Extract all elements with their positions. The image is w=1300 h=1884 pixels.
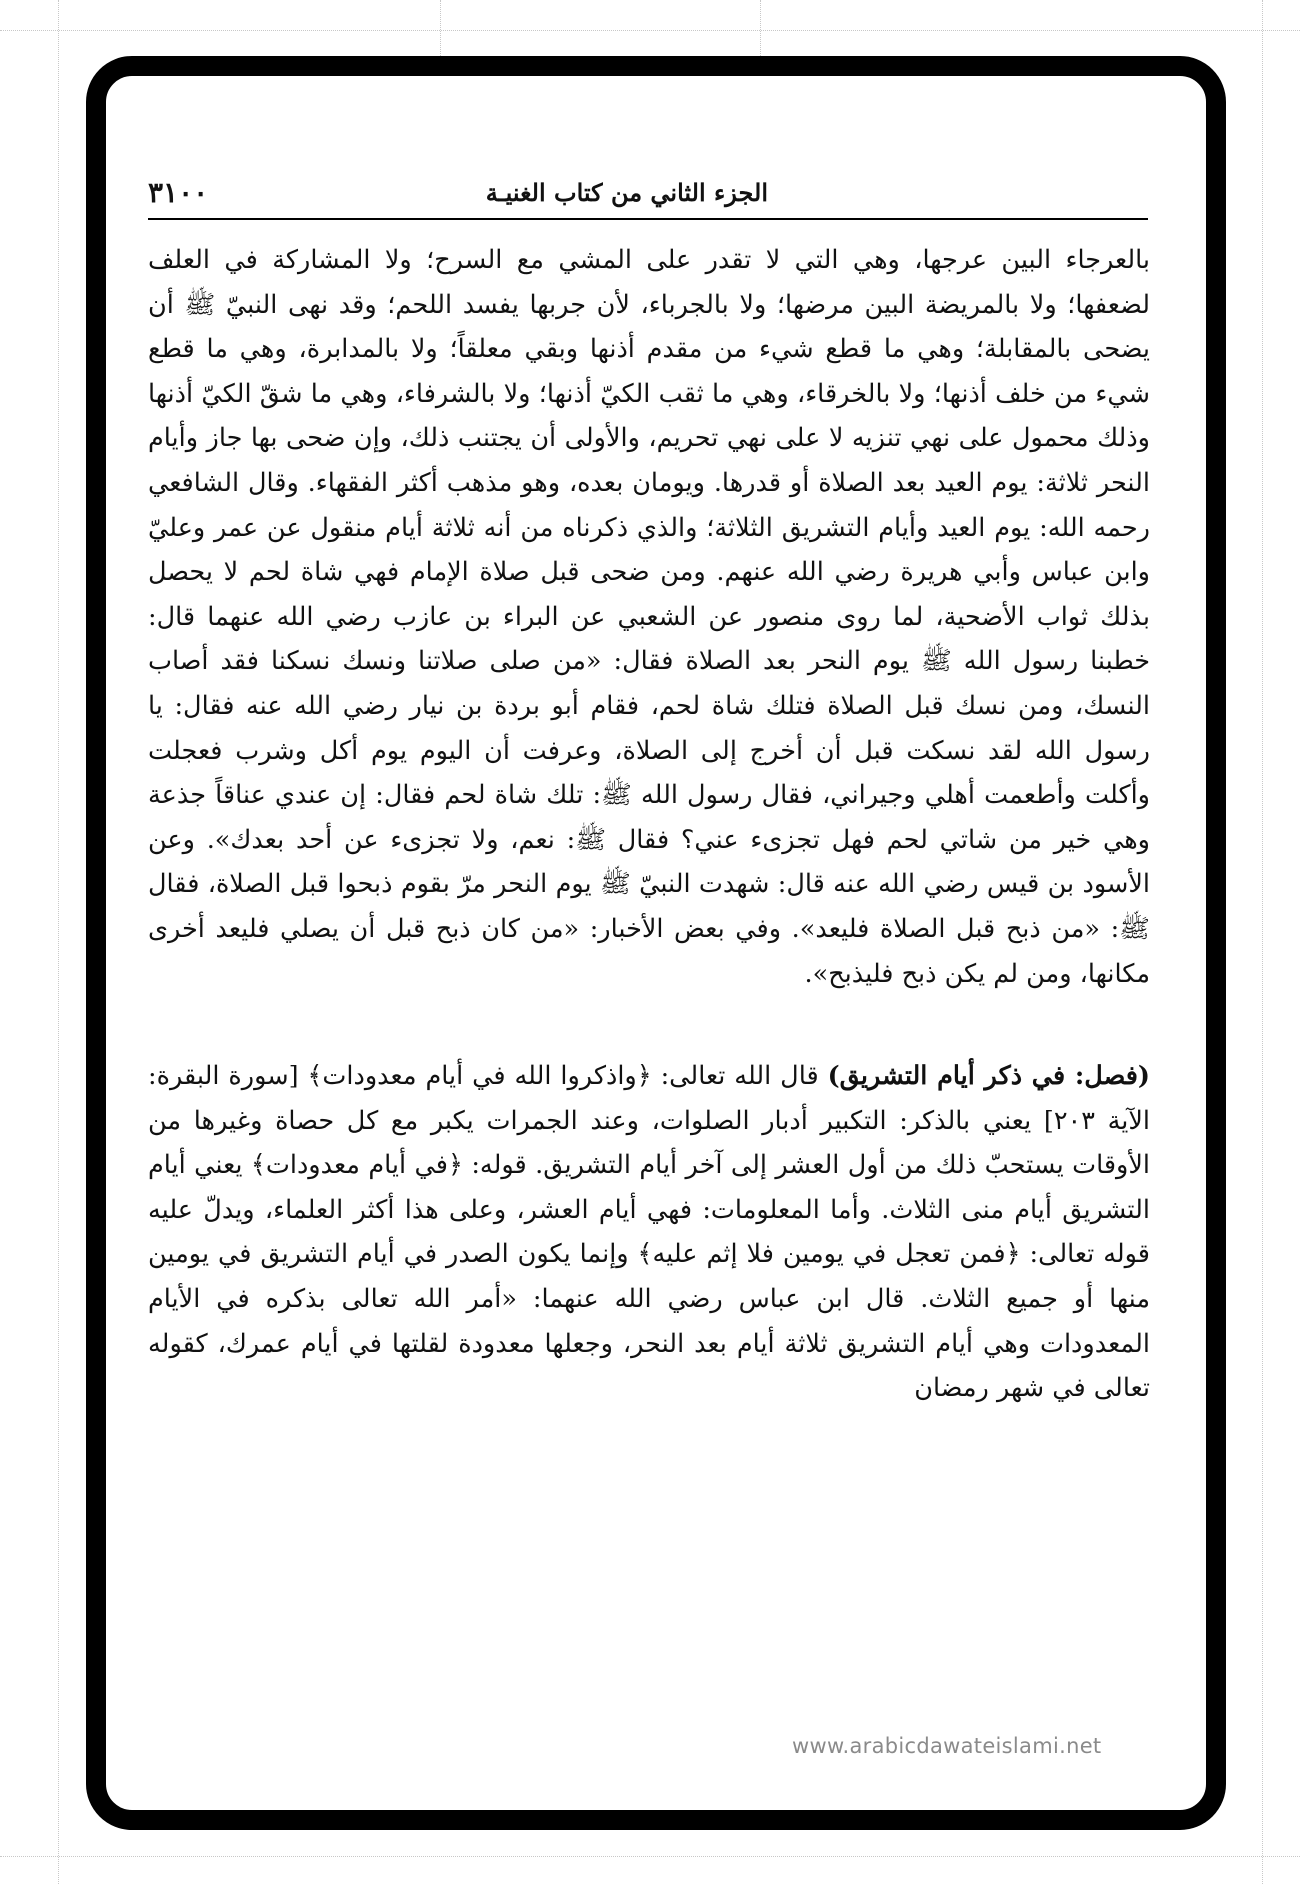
section-paragraph	[148, 1054, 1150, 1411]
scan-guide-line	[58, 0, 59, 1884]
scan-guide-line	[440, 0, 441, 56]
page-number: ٣١٠٠	[148, 176, 209, 209]
scan-guide-line	[0, 30, 1300, 31]
watermark-url: www.arabicdawateislami.net	[792, 1734, 1102, 1758]
page-header	[148, 172, 1148, 220]
page-body	[148, 238, 1150, 1411]
running-title: الجزء الثاني من كتاب الغنيـة	[485, 178, 768, 207]
section-heading: (فصل: في ذكر أيام التشريق)	[827, 1061, 1150, 1092]
paragraph: قال الله تعالى: ﴿واذكروا الله في أيام معدودات﴾ [سورة البقرة: الآية ٢٠٣] يعني بالذكر: التكبير أدبار الصلوات، وعند الجمرات يكبر مع كل حصاة وغيرها من الأوقات يستحبّ ذلك من أول العشر إلى آخر أيام التشريق. قوله: ﴿في أيام معدودات﴾ يعني أيام التشريق أيام منى الثلاث. وأما المعلومات: فهي أيام العشر، وعلى هذا أكثر العلماء، ويدلّ عليه قوله تعالى: ﴿فمن تعجل في يومين فلا إثم عليه﴾ وإنما يكون الصدر في أيام التشريق في يومين منها أو جميع الثلاث. قال ابن عباس رضي الله عنهما: «أمر الله تعالى بذكره في الأيام المعدودات وهي أيام التشريق ثلاثة أيام بعد النحر، وجعلها معدودة لقلتها في أيام عمرك، كقوله تعالى في شهر رمضان	[148, 1061, 1150, 1404]
scan-guide-line	[0, 1856, 1300, 1857]
paragraph: بالعرجاء البين عرجها، وهي التي لا تقدر على المشي مع السرح؛ ولا المشاركة في العلف لضعفها؛ ولا بالمريضة البين مرضها؛ ولا بالجرباء، لأن جربها يفسد اللحم؛ وقد نهى النبيّ ﷺ أن يضحى بالمقابلة؛ وهي ما قطع شيء من مقدم أذنها وبقي معلقاً؛ ولا بالمدابرة، وهي ما قطع شيء من خلف أذنها؛ ولا بالخرقاء، وهي ما ثقب الكيّ أذنها؛ ولا بالشرفاء، وهي ما شقّ الكيّ أذنها وذلك محمول على نهي تنزيه لا على نهي تحريم، والأولى أن يجتنب ذلك، وإن ضحى بها جاز وأيام النحر ثلاثة: يوم العيد بعد الصلاة أو قدرها. ويومان بعده، وهو مذهب أكثر الفقهاء. وقال الشافعي رحمه الله: يوم العيد وأيام التشريق الثلاثة؛ والذي ذكرناه من أنه ثلاثة أيام منقول عن عمر وعليّ وابن عباس وأبي هريرة رضي الله عنهم. ومن ضحى قبل صلاة الإمام فهي شاة لحم لا يحصل بذلك ثواب الأضحية، لما روى منصور عن الشعبي عن البراء بن عازب رضي الله عنهما قال: خطبنا رسول الله ﷺ يوم النحر بعد الصلاة فقال: «من صلى صلاتنا ونسك نسكنا فقد أصاب النسك، ومن نسك قبل الصلاة فتلك شاة لحم، فقام أبو بردة بن نيار رضي الله عنه فقال: يا رسول الله لقد نسكت قبل أن أخرج إلى الصلاة، وعرفت أن اليوم يوم أكل وشرب فعجلت وأكلت وأطعمت أهلي وجيراني، فقال رسول الله ﷺ: تلك شاة لحم فقال: إن عندي عناقاً جذعة وهي خير من شاتي لحم فهل تجزىء عني؟ فقال ﷺ: نعم، ولا تجزىء عن أحد بعدك». وعن الأسود بن قيس رضي الله عنه قال: شهدت النبيّ ﷺ يوم النحر مرّ بقوم ذبحوا قبل الصلاة، فقال ﷺ: «من ذبح قبل الصلاة فليعد». وفي بعض الأخبار: «من كان ذبح قبل أن يصلي فليعد أخرى مكانها، ومن لم يكن ذبح فليذبح».	[148, 245, 1151, 989]
scan-guide-line	[760, 0, 761, 56]
scan-guide-line	[1262, 0, 1263, 1884]
